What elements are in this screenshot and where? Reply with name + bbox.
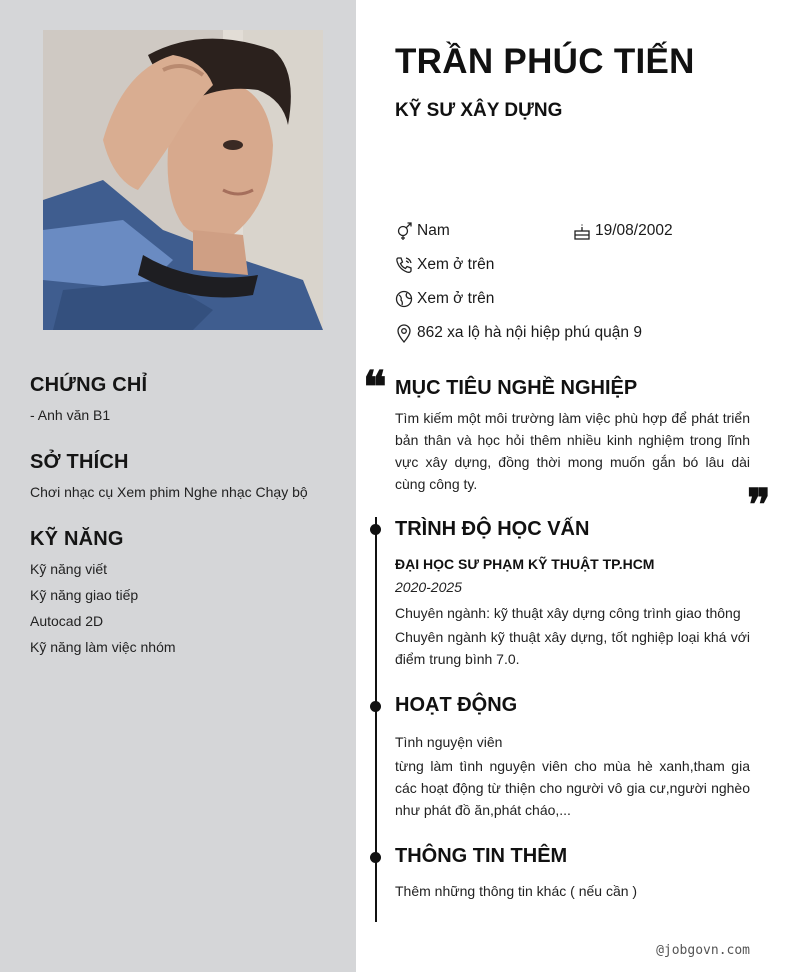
cake-icon <box>572 221 592 241</box>
website-info <box>394 289 494 309</box>
globe-icon <box>394 289 414 309</box>
certificates-text: - Anh văn B1 <box>30 407 111 423</box>
gender-value: Nam <box>417 222 450 239</box>
objective-title: MỤC TIÊU NGHỀ NGHIỆP <box>395 377 638 399</box>
certificates-section <box>30 374 340 424</box>
skill-item: Kỹ năng làm việc nhóm <box>30 639 176 655</box>
quote-close-icon: ❞ <box>747 480 771 531</box>
certificates-title: CHỨNG CHỈ <box>30 374 148 396</box>
objective-text: Tìm kiếm một môi trường làm việc phù hợp để phát triển bản thân và học hỏi thêm nhiều kinh nghiệm trong lĩnh vực xây dựng, đồng thời mong muốn gắn bó lâu dài cùng công ty. <box>395 410 750 492</box>
profile-photo <box>43 30 323 330</box>
location-pin-icon <box>394 323 414 343</box>
education-school: ĐẠI HỌC SƯ PHẠM KỸ THUẬT TP.HCM <box>395 556 655 572</box>
education-major: Chuyên ngành: kỹ thuật xây dựng công trình giao thông <box>395 605 741 621</box>
gender-info <box>394 221 450 241</box>
education-detail: Chuyên ngành kỹ thuật xây dựng, tốt nghiệp loại khá với điểm trung bình 7.0. <box>395 629 750 667</box>
phone-icon <box>394 255 414 275</box>
timeline-dot <box>370 852 381 863</box>
website-value: Xem ở trên <box>417 290 495 307</box>
skills-section <box>30 528 340 664</box>
skill-item: Kỹ năng giao tiếp <box>30 587 139 603</box>
candidate-title: KỸ SƯ XÂY DỰNG <box>395 100 563 121</box>
phone-value: Xem ở trên <box>417 256 495 273</box>
birthdate-info <box>572 221 673 241</box>
phone-info <box>394 255 494 275</box>
timeline-dot <box>370 701 381 712</box>
education-years: 2020-2025 <box>395 579 462 595</box>
gender-icon <box>394 221 414 241</box>
hobbies-title: SỞ THÍCH <box>30 451 129 473</box>
birthdate-value: 19/08/2002 <box>595 222 673 239</box>
hobbies-text: Chơi nhạc cụ Xem phim Nghe nhạc Chạy bộ <box>30 484 308 500</box>
address-info <box>394 323 642 343</box>
address-value: 862 xa lộ hà nội hiệp phú quận 9 <box>417 324 642 341</box>
skills-title: KỸ NĂNG <box>30 528 124 550</box>
activities-text: từng làm tình nguyện viên cho mùa hè xanh,tham gia các hoạt động từ thiện cho người vô gia cư,người nghèo như phát đồ ăn,phát cháo,... <box>395 758 750 818</box>
skill-item: Kỹ năng viết <box>30 561 108 577</box>
activities-role: Tình nguyện viên <box>395 734 503 750</box>
skill-item: Autocad 2D <box>30 613 104 629</box>
hobbies-section <box>30 451 340 501</box>
quote-open-icon: ❝ <box>363 362 387 413</box>
footer-watermark: @jobgovn.com <box>656 943 750 958</box>
education-title: TRÌNH ĐỘ HỌC VẤN <box>395 518 590 540</box>
additional-title: THÔNG TIN THÊM <box>395 845 568 867</box>
activities-title: HOẠT ĐỘNG <box>395 694 518 716</box>
timeline-dot <box>370 524 381 535</box>
candidate-name: TRẦN PHÚC TIẾN <box>395 42 695 81</box>
additional-text: Thêm những thông tin khác ( nếu cần ) <box>395 883 638 899</box>
